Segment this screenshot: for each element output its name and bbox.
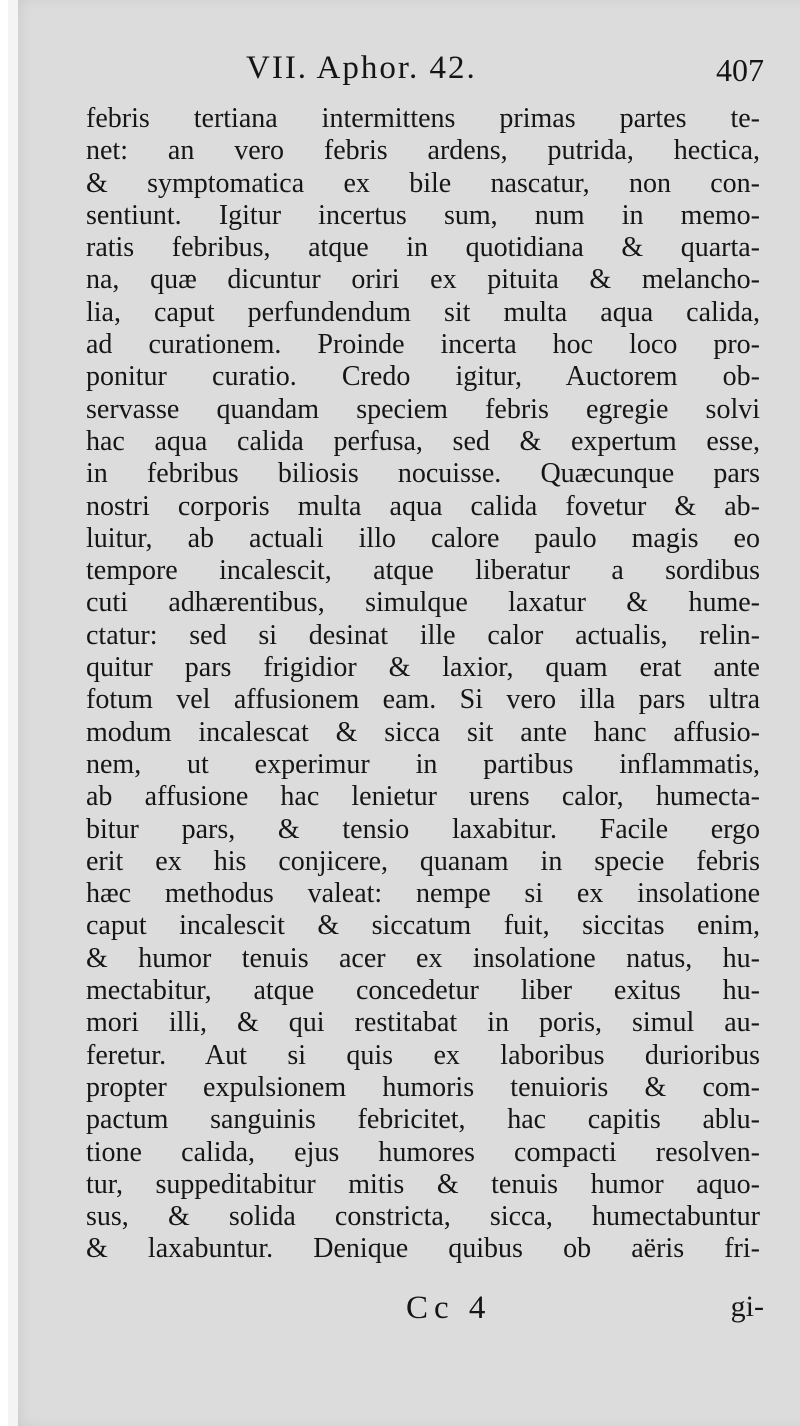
text-line: caput incalescit & siccatum fuit, siccitas enim, <box>86 910 760 942</box>
page-gutter <box>8 0 18 1426</box>
text-line: hac aqua calida perfusa, sed & expertum esse, <box>86 425 760 457</box>
text-line: & laxabuntur. Denique quibus ob aëris fri- <box>86 1233 760 1265</box>
book-page <box>8 0 800 1426</box>
signature-mark: Cc 4 <box>406 1290 492 1326</box>
text-line: quitur pars frigidior & laxior, quam erat ante <box>86 652 760 684</box>
text-line: erit ex his conjicere, quanam in specie febris <box>86 845 760 877</box>
text-line: ctatur: sed si desinat ille calor actualis, relin- <box>86 619 760 651</box>
text-line: cuti adhærentibus, simulque laxatur & hume- <box>86 587 760 619</box>
text-line: pactum sanguinis febricitet, hac capitis ablu- <box>86 1104 760 1136</box>
text-line: nostri corporis multa aqua calida fovetur & ab- <box>86 490 760 522</box>
text-line: hæc methodus valeat: nempe si ex insolatione <box>86 878 760 910</box>
text-line: sus, & solida constricta, sicca, humectabuntur <box>86 1201 760 1233</box>
text-line: febris tertiana intermittens primas partes te- <box>86 103 760 134</box>
text-line: bitur pars, & tensio laxabitur. Facile ergo <box>86 813 760 845</box>
text-line: modum incalescat & sicca sit ante hanc affusio- <box>86 716 760 748</box>
text-line: lia, caput perfundendum sit multa aqua calida, <box>86 296 760 328</box>
text-line: ad curationem. Proinde incerta hoc loco pro- <box>86 329 760 361</box>
running-head: VII. Aphor. 42. <box>246 50 477 86</box>
text-line: tempore incalescit, atque liberatur a sordibus <box>86 555 760 587</box>
page-header <box>8 50 800 100</box>
body-text <box>86 103 760 1266</box>
text-line: & humor tenuis acer ex insolatione natus, hu- <box>86 942 760 974</box>
text-line: fotum vel affusionem eam. Si vero illa pars ultra <box>86 684 760 716</box>
text-line: in febribus biliosis nocuisse. Quæcunque pars <box>86 458 760 490</box>
page-number: 407 <box>716 52 764 88</box>
text-line: tur, suppeditabitur mitis & tenuis humor aquo- <box>86 1168 760 1200</box>
text-line: & symptomatica ex bile nascatur, non con- <box>86 167 760 199</box>
text-line: mori illi, & qui restitabat in poris, simul au- <box>86 1007 760 1039</box>
text-line: sentiunt. Igitur incertus sum, num in memo- <box>86 199 760 231</box>
text-line: net: an vero febris ardens, putrida, hectica, <box>86 135 760 167</box>
text-line: servasse quandam speciem febris egregie solvi <box>86 393 760 425</box>
text-line: feretur. Aut si quis ex laboribus durioribus <box>86 1039 760 1071</box>
text-line: ab affusione hac lenietur urens calor, humecta- <box>86 781 760 813</box>
text-line: propter expulsionem humoris tenuioris & com- <box>86 1071 760 1103</box>
catchword: gi- <box>730 1290 764 1323</box>
text-line: tione calida, ejus humores compacti resolven- <box>86 1136 760 1168</box>
text-line: nem, ut experimur in partibus inflammatis, <box>86 748 760 780</box>
text-line: mectabitur, atque concedetur liber exitus hu- <box>86 975 760 1007</box>
text-line: ratis febribus, atque in quotidiana & quarta- <box>86 232 760 264</box>
text-line: na, quæ dicuntur oriri ex pituita & melancho- <box>86 264 760 296</box>
text-line: luitur, ab actuali illo calore paulo magis eo <box>86 522 760 554</box>
text-line: ponitur curatio. Credo igitur, Auctorem ob- <box>86 361 760 393</box>
